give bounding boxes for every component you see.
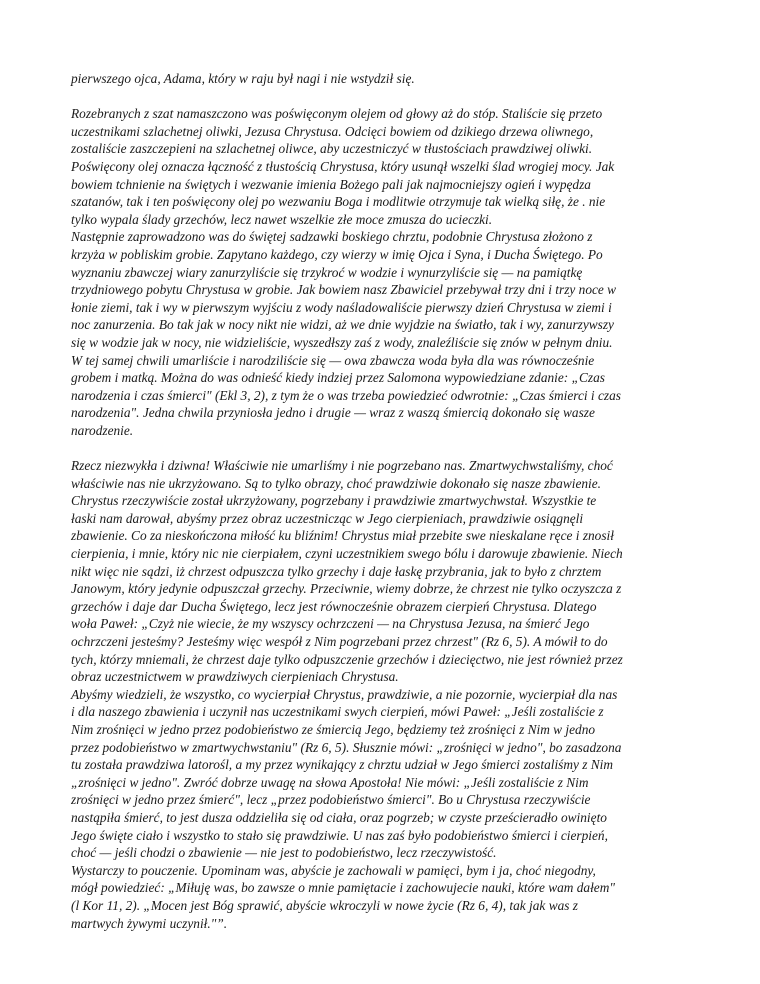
text-line: zbawienie. Co za nieskończona miłość ku bliźnim! Chrystus miał przebite swe nieskalane ręce i znosił bbox=[71, 528, 614, 544]
text-line: (l Kor 11, 2). „Mocen jest Bóg sprawić, abyście wkroczyli w nowe życie (Rz 6, 4), tak jak was z bbox=[71, 897, 578, 913]
text-line: grobem i matką. Można do was odnieść kiedy indziej przez Salomona wypowiedziane zdanie: „Czas bbox=[71, 370, 605, 386]
text-line: woła Paweł: „Czyż nie wiecie, że my wszyscy ochrzczeni — na Chrystusa Jezusa, na śmierć Jego bbox=[71, 616, 590, 632]
text-line: tylko wypala ślady grzechów, lecz nawet wszelkie złe moce zmusza do ucieczki. bbox=[71, 211, 493, 227]
text-line: Chrystus rzeczywiście został ukrzyżowany, pogrzebany i prawdziwie zmartwychwstał. Wszystkie te bbox=[71, 493, 597, 509]
text-line: narodzenia". Jedna chwila przyniosła jedno i drugie — wraz z waszą śmiercią dokonało się wasze bbox=[71, 405, 595, 421]
text-line: łaski nam darował, abyśmy przez obraz uczestnicząc w Jego cierpieniach, prawdziwie osiągnęli bbox=[71, 510, 584, 526]
text-line: noc zanurzenia. Bo tak jak w nocy nikt nie widzi, aż we dnie wyjdzie na światło, tak i wy, zanurzywszy bbox=[71, 317, 614, 333]
text-line: ochrzczeni jesteśmy? Jesteśmy więc wespół z Nim pogrzebani przez chrzest" (Rz 6, 5). A mówił to do bbox=[71, 634, 608, 649]
paragraph-2 bbox=[71, 105, 691, 439]
text-line: Jego święte ciało i wszystko to stało się prawdziwie. U nas zaś było podobieństwo śmierci i cierpień, bbox=[71, 827, 608, 843]
text-line: Janowym, który jedynie odpuszczał grzechy. Przeciwnie, wiemy dobrze, że chrzest nie tylko oczyszcza z bbox=[71, 581, 622, 597]
text-line: zrośnięci w jedno przez śmierć", lecz „przez podobieństwo śmierci". Bo u Chrystusa rzeczywiście bbox=[71, 792, 591, 808]
text-line: „zrośnięci w jedno". Zwróć dobrze uwagę na słowa Apostoła! Nie mówi: „Jeśli zostaliście z Nim bbox=[71, 774, 589, 790]
text-line: zostaliście zaszczepieni na szlachetnej oliwce, aby uczestniczyć w tłustościach prawdziwej oliwki. bbox=[71, 141, 593, 157]
text-line: cierpienia, i mnie, który nic nie cierpiałem, czyni uczestnikiem swego bólu i darowuje zbawienie. Niech bbox=[71, 546, 623, 562]
text-line: obraz uczestnictwem w prawdziwych cierpieniach Chrystusa. bbox=[71, 669, 399, 685]
text-line: i dla naszego zbawienia i uczynił nas uczestnikami swych cierpień, mówi Paweł: „Jeśli zostaliście z bbox=[71, 704, 604, 720]
text-line: trzydniowego pobytu Chrystusa w grobie. Jak bowiem nasz Zbawiciel przebywał trzy dni i trzy noce w bbox=[71, 282, 617, 298]
text-line: W tej samej chwili umarliście i narodziliście się — owa zbawcza woda była dla was równocześnie bbox=[71, 352, 595, 368]
text-line: Następnie zaprowadzono was do świętej sadzawki boskiego chrztu, podobnie Chrystusa złożono z bbox=[71, 229, 593, 245]
text-line: Rozebranych z szat namaszczono was poświęconym olejem od głowy aż do stóp. Staliście się przeto bbox=[71, 106, 603, 122]
document-page bbox=[71, 70, 691, 932]
text-line: wyznaniu zbawczej wiary zanurzyliście się trzykroć w wodzie i wynurzyliście się — na pamiątkę bbox=[71, 264, 583, 280]
text-line: przez podobieństwo w zmartwychwstaniu" (Rz 6, 5). Słusznie mówi: „zrośnięci w jedno", bo zasadzona bbox=[71, 739, 622, 755]
text-line: Nim zrośnięci w jedno przez podobieństwo ze śmiercią Jego, będziemy też zrośnięci z Nim w jedno bbox=[71, 721, 596, 737]
text-line: krzyża w pobliskim grobie. Zapytano każdego, czy wierzy w imię Ojca i Syna, i Ducha Świętego. Po bbox=[71, 246, 603, 262]
text-line: uczestnikami szlachetnej oliwki, Jezusa Chrystusa. Odcięci bowiem od dzikiego drzewa oliwnego, bbox=[71, 123, 594, 139]
text-line: się w wodzie jak w nocy, nie widzieliście, wyszedłszy zaś z wody, znaleźliście się znów w pełnym dniu. bbox=[71, 334, 613, 350]
text-line: bowiem tchnienie na świętych i wezwanie imienia Bożego pali jak najmocniejszy ogień i wypędza bbox=[71, 176, 591, 192]
text-line: Rzecz niezwykła i dziwna! Właściwie nie umarliśmy i nie pogrzebano nas. Zmartwychwstaliśmy, choć bbox=[71, 458, 613, 474]
text-line: narodzenia i czas śmierci" (Ekl 3, 2), z tym że o was trzeba powiedzieć odwrotnie: „Czas śmierci i czas bbox=[71, 387, 621, 403]
paragraph-gap bbox=[71, 88, 691, 106]
text-line: szatanów, tak i ten poświęcony olej po wezwaniu Boga i modlitwie otrzymuje tak wielką siłę, że . nie bbox=[71, 194, 606, 210]
text-line: Wystarczy to pouczenie. Upominam was, abyście je zachowali w pamięci, bym i ja, choć niegodny, bbox=[71, 862, 596, 878]
paragraph-1 bbox=[71, 70, 691, 88]
text-line: nastąpiła śmierć, to jest dusza oddzieliła się od ciała, oraz pogrzeb; w czyste prześcieradło owinięto bbox=[71, 809, 607, 825]
text-line: martwych żywymi uczynił."”. bbox=[71, 915, 228, 931]
text-line: narodzenie. bbox=[71, 422, 134, 438]
text-line: mógł powiedzieć: „Miłuję was, bo zawsze o mnie pamiętacie i zachowujecie nauki, które wam dałem" bbox=[71, 880, 615, 896]
text-line: choć — jeśli chodzi o zbawienie — nie jest to podobieństwo, lecz rzeczywistość. bbox=[71, 845, 497, 861]
text-line: łonie ziemi, tak i wy w pierwszym wyjściu z wody naśladowaliście pierwszy dzień Chrystusa w ziemi i bbox=[71, 299, 612, 315]
text-line: tu została prawdziwa latorośl, a my przez wynikający z chrztu udział w Jego śmierci zostaliśmy z Nim bbox=[71, 757, 614, 773]
text-line: Abyśmy wiedzieli, że wszystko, co wycierpiał Chrystus, prawdziwie, a nie pozornie, wycierpiał dla nas bbox=[71, 686, 618, 702]
text-line: grzechów i daje dar Ducha Świętego, lecz jest równocześnie obrazem cierpień Chrystusa. Dlatego bbox=[71, 598, 597, 614]
text-line: nikt więc nie sądzi, iż chrzest odpuszcza tylko grzechy i daje łaskę przybrania, jak to było z chrztem bbox=[71, 563, 602, 579]
paragraph-3 bbox=[71, 457, 691, 932]
text-line: pierwszego ojca, Adama, który w raju był nagi i nie wstydził się. bbox=[71, 71, 415, 86]
text-line: tych, którzy mniemali, że chrzest daje tylko odpuszczenie grzechów i dziecięctwo, nie jest również przez bbox=[71, 651, 623, 667]
text-line: Poświęcony olej oznacza łączność z tłustością Chrystusa, który usunął wszelki ślad wrogiej mocy. Jak bbox=[71, 158, 615, 174]
text-line: właściwie nas nie ukrzyżowano. Są to tylko obrazy, choć prawdziwie dokonało się nasze zbawienie. bbox=[71, 475, 602, 491]
paragraph-gap bbox=[71, 439, 691, 457]
